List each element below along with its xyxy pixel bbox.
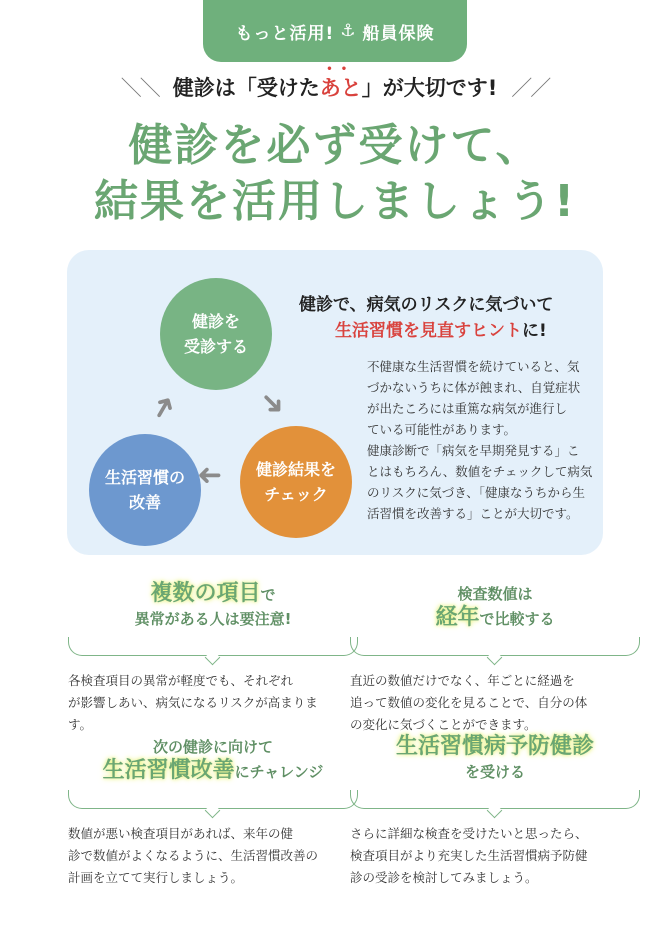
panel-body-line: づかないうちに体が蝕まれ、自覚症状 [367, 380, 581, 395]
tip-heading-line2: を受ける [464, 763, 525, 781]
c2-line2: 改善 [128, 493, 161, 512]
tip-body-line: さらに詳細な検査を受けたいと思ったら、 [350, 826, 588, 841]
tip-heading-text: にチャレンジ [234, 763, 324, 781]
anchor-icon: ⚓ [340, 21, 357, 41]
panel-heading: 健診で、病気のリスクに気づいて [299, 295, 554, 315]
slash-right-icon: ／／ [511, 76, 550, 100]
tip-heading-text: で [260, 586, 276, 604]
tip-body-line: が影響しあい、病気になるリスクが高まりま [68, 695, 318, 710]
subhead-post: 」が大切です! [361, 76, 498, 100]
slash-left-icon: ＼＼ [120, 76, 159, 100]
panel-body [367, 356, 595, 524]
tip-body-line: 計画を立てて実行しましょう。 [68, 870, 244, 885]
c2-line1: 生活習慣の [104, 468, 185, 487]
header-tab-right: 船員保険 [362, 23, 435, 44]
panel-body-line: 不健康な生活習慣を続けていると、気 [367, 359, 580, 374]
tip-body-line: 追って数値の変化を見ることで、自分の体 [350, 695, 588, 710]
tip-heading-emphasis: 生活習慣病予防健診 [395, 734, 594, 759]
header-tab [203, 0, 467, 62]
tip-body-line: 診で数値がよくなるように、生活習慣改善の [68, 848, 319, 863]
tip-body [68, 670, 358, 736]
header-tab-left: もっと活用! [235, 23, 335, 44]
tip-prevention-checkup [350, 735, 640, 889]
panel-body-line: とはもちろん、数値をチェックして病気 [367, 464, 593, 479]
headline-line2: 結果を活用しましょう! [93, 176, 577, 227]
tip-heading-emphasis: 経年 [435, 605, 480, 630]
tip-multiple-items [68, 582, 358, 736]
tip-heading-line2: 異常がある人は要注意! [134, 610, 292, 628]
tip-body [68, 823, 358, 889]
arrow-down-right-icon: ➜ [251, 382, 294, 425]
brace-divider [350, 790, 640, 809]
tip-lifestyle-challenge [68, 735, 358, 889]
cycle-step-checkup [160, 278, 272, 390]
page-title [0, 118, 670, 230]
c3-line1: 健診結果を [255, 460, 336, 479]
tip-heading-line1: 次の健診に向けて [152, 738, 273, 756]
tip-body-line: 直近の数値だけでなく、年ごとに経過を [350, 673, 575, 688]
panel-subheading [335, 316, 547, 341]
tip-body-line: す。 [68, 717, 93, 732]
arrow-left-icon: ➜ [197, 458, 223, 493]
brace-divider [350, 637, 640, 656]
info-panel [67, 250, 603, 555]
panel-body-line: のリスクに気づき、「健康なうちから生 [367, 485, 586, 500]
tip-body-line: の変化に気づくことができます。 [350, 717, 537, 732]
tip-heading [68, 735, 358, 784]
tip-compare-yearly [350, 582, 640, 736]
cycle-step-lifestyle [89, 434, 201, 546]
tip-heading-line1: 検査数値は [457, 585, 533, 603]
emphasis-dots: •• [326, 64, 356, 75]
panel-subheading-accent: 生活習慣を見直すヒント [335, 321, 522, 341]
panel-body-line: 健康診断で「病気を早期発見する」こ [367, 443, 580, 458]
c3-line2: チェック [264, 485, 328, 504]
subhead-accent [319, 64, 362, 100]
tip-body-line: 検査項目がより充実した生活習慣病予防健 [350, 848, 588, 863]
c1-line1: 健診を [191, 312, 240, 331]
cycle-step-results [240, 426, 352, 538]
c1-line2: 受診する [183, 337, 248, 356]
subhead-accent-text: あと [319, 76, 362, 100]
tip-heading [68, 582, 358, 631]
tip-body [350, 823, 640, 889]
tip-heading [350, 735, 640, 784]
tip-heading-emphasis: 生活習慣改善 [102, 758, 235, 783]
panel-subheading-rest: に! [522, 321, 547, 341]
brace-divider [68, 790, 358, 809]
panel-body-line: 活習慣を改善する」ことが大切です。 [367, 506, 579, 521]
tip-body [350, 670, 640, 736]
tip-body-line: 診の受診を検討してみましょう。 [350, 870, 538, 885]
tip-heading-emphasis: 複数の項目 [150, 581, 261, 606]
brace-divider [68, 637, 358, 656]
tip-heading-text: で比較する [479, 610, 555, 628]
panel-body-line: が出たころには重篤な病気が進行し [367, 401, 568, 416]
tip-body-line: 数値が悪い検査項目があれば、来年の健 [68, 826, 294, 841]
headline-line1: 健診を必ず受けて、 [128, 120, 542, 171]
panel-body-line: ている可能性があります。 [367, 422, 517, 437]
tip-heading [350, 582, 640, 631]
arrow-up-right-icon: ➜ [142, 387, 186, 428]
subhead-pre: 健診は「受けた [172, 76, 320, 100]
subhead [0, 64, 670, 102]
tip-body-line: 各検査項目の異常が軽度でも、それぞれ [68, 673, 294, 688]
